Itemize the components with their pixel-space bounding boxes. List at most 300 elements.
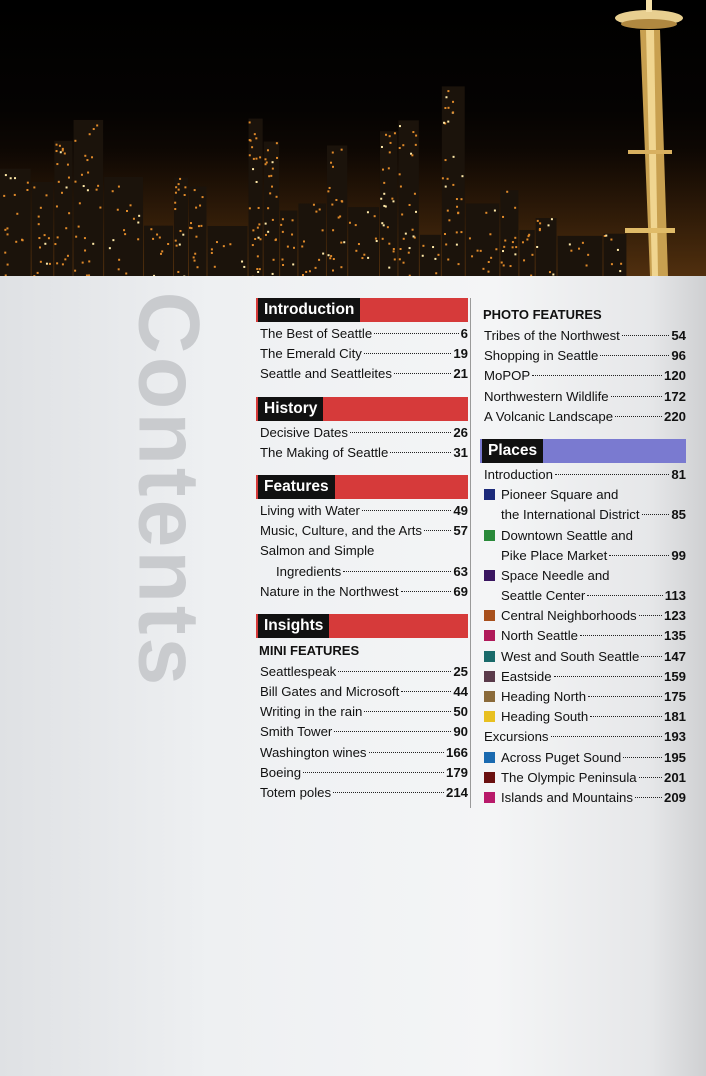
- window-light: [330, 162, 332, 164]
- toc-entry-title: the International District: [501, 507, 640, 523]
- window-light: [4, 252, 6, 254]
- toc-entry[interactable]: [480, 546, 686, 566]
- window-light: [138, 215, 140, 217]
- window-light: [174, 202, 176, 204]
- window-light: [389, 135, 391, 137]
- window-light: [60, 151, 62, 153]
- toc-entry[interactable]: [480, 788, 686, 808]
- window-light: [267, 207, 269, 209]
- window-light: [437, 254, 439, 256]
- toc-page-number: 96: [671, 348, 686, 364]
- toc-entry[interactable]: [256, 501, 468, 521]
- window-light: [445, 96, 447, 98]
- dot-leader: [622, 335, 669, 336]
- window-light: [610, 239, 612, 241]
- window-light: [578, 248, 580, 250]
- building-silhouette: [519, 230, 534, 276]
- toc-page-number: 195: [663, 749, 686, 765]
- toc-entry-title: Across Puget Sound: [501, 749, 622, 765]
- window-light: [414, 193, 416, 195]
- window-light: [39, 246, 41, 248]
- toc-page-number: 193: [663, 729, 686, 745]
- window-light: [487, 271, 489, 273]
- dot-leader: [362, 510, 451, 511]
- window-light: [292, 263, 294, 265]
- toc-entry[interactable]: [480, 505, 686, 525]
- window-light: [456, 231, 458, 233]
- window-light: [458, 263, 460, 265]
- window-light: [124, 233, 126, 235]
- toc-entry[interactable]: [480, 566, 686, 586]
- window-light: [259, 238, 261, 240]
- window-light: [175, 240, 177, 242]
- window-light: [383, 205, 385, 207]
- window-light: [74, 270, 76, 272]
- window-light: [502, 250, 504, 252]
- toc-page-number: 181: [663, 709, 686, 725]
- toc-entry[interactable]: [256, 763, 468, 783]
- window-light: [332, 166, 334, 168]
- window-light: [494, 210, 496, 212]
- toc-entry[interactable]: [480, 586, 686, 606]
- dot-leader: [333, 792, 444, 793]
- window-light: [7, 233, 9, 235]
- toc-entry[interactable]: [256, 662, 468, 682]
- window-light: [330, 255, 332, 257]
- window-light: [272, 161, 274, 163]
- window-light: [175, 192, 177, 194]
- window-light: [340, 242, 342, 244]
- window-light: [488, 261, 490, 263]
- window-light: [276, 142, 278, 144]
- dot-leader: [580, 635, 662, 636]
- window-light: [276, 157, 278, 159]
- window-light: [257, 271, 259, 273]
- toc-page-number: 214: [445, 785, 468, 800]
- toc-entry[interactable]: [256, 722, 468, 742]
- window-light: [137, 222, 139, 224]
- window-light: [57, 236, 59, 238]
- window-light: [93, 128, 95, 130]
- window-light: [241, 261, 243, 263]
- toc-entry-title: Decisive Dates: [260, 424, 348, 440]
- toc-entry-title: A Volcanic Landscape: [484, 408, 614, 424]
- building-silhouette: [348, 207, 379, 276]
- window-light: [252, 244, 254, 246]
- window-light: [156, 234, 158, 236]
- window-light: [582, 242, 584, 244]
- window-light: [383, 182, 385, 184]
- window-light: [258, 207, 260, 209]
- window-light: [586, 264, 588, 266]
- window-light: [65, 227, 67, 229]
- window-light: [175, 186, 177, 188]
- window-light: [358, 243, 360, 245]
- window-light: [385, 134, 387, 136]
- window-light: [83, 185, 85, 187]
- window-light: [469, 237, 471, 239]
- dot-leader: [611, 396, 662, 397]
- section-color-icon: [484, 489, 495, 500]
- window-light: [355, 224, 357, 226]
- section-heading-label: Places: [482, 439, 543, 463]
- window-light: [495, 248, 497, 250]
- window-light: [319, 208, 321, 210]
- window-light: [333, 258, 335, 260]
- window-light: [489, 233, 491, 235]
- window-light: [89, 133, 91, 135]
- building-silhouette: [189, 186, 206, 276]
- window-light: [445, 159, 447, 161]
- window-light: [399, 173, 401, 175]
- window-light: [282, 218, 284, 220]
- window-light: [130, 204, 132, 206]
- toc-entry-title: Music, Culture, and the Arts: [260, 523, 422, 539]
- toc-entry[interactable]: [256, 702, 468, 722]
- window-light: [522, 241, 524, 243]
- window-light: [452, 184, 454, 186]
- toc-entry[interactable]: [480, 748, 686, 768]
- toc-page-number: 21: [453, 366, 468, 382]
- window-light: [68, 177, 70, 179]
- window-light: [322, 229, 324, 231]
- window-light: [512, 241, 514, 243]
- window-light: [501, 262, 503, 264]
- window-light: [383, 193, 385, 195]
- window-light: [27, 182, 29, 184]
- window-light: [363, 254, 365, 256]
- dot-leader: [641, 656, 662, 657]
- building-silhouette: [558, 236, 603, 276]
- window-light: [54, 243, 56, 245]
- window-light: [38, 216, 40, 218]
- toc-page-number: 135: [663, 628, 686, 644]
- window-light: [59, 145, 61, 147]
- toc-entry[interactable]: [256, 443, 468, 463]
- window-light: [309, 270, 311, 272]
- window-light: [434, 258, 436, 260]
- window-light: [569, 243, 571, 245]
- window-light: [214, 266, 216, 268]
- window-light: [413, 235, 415, 237]
- window-light: [49, 263, 51, 265]
- window-light: [411, 154, 413, 156]
- window-light: [26, 189, 28, 191]
- toc-entry[interactable]: [256, 364, 468, 384]
- window-light: [432, 246, 434, 248]
- toc-entry-title: Smith Tower: [260, 724, 333, 740]
- window-light: [258, 237, 260, 239]
- toc-page-number: 113: [664, 588, 686, 604]
- toc-entry[interactable]: [480, 727, 686, 747]
- toc-entry-title: The Making of Seattle: [260, 444, 389, 460]
- toc-page-number: 209: [663, 789, 686, 805]
- window-light: [87, 172, 89, 174]
- window-light: [267, 149, 269, 151]
- window-light: [82, 262, 84, 264]
- toc-entry[interactable]: [256, 521, 468, 541]
- dot-leader: [642, 514, 670, 515]
- dot-leader: [390, 452, 451, 453]
- window-light: [620, 263, 622, 265]
- window-light: [514, 253, 516, 255]
- toc-entry[interactable]: [256, 743, 468, 763]
- window-light: [453, 156, 455, 158]
- section-heading-label: History: [258, 397, 323, 421]
- window-light: [389, 151, 391, 153]
- toc-entry-title: Seattlespeak: [260, 663, 337, 679]
- window-light: [249, 121, 251, 123]
- window-light: [194, 253, 196, 255]
- window-light: [269, 192, 271, 194]
- window-light: [211, 252, 213, 254]
- window-light: [570, 250, 572, 252]
- window-light: [390, 142, 392, 144]
- window-light: [223, 245, 225, 247]
- window-light: [249, 207, 251, 209]
- window-light: [152, 238, 154, 240]
- window-light: [280, 224, 282, 226]
- building-silhouette: [466, 203, 500, 276]
- toc-entry-title: Boeing: [260, 764, 302, 780]
- toc-entry-title: Seattle Center: [501, 588, 586, 604]
- window-light: [482, 268, 484, 270]
- toc-entry[interactable]: [480, 606, 686, 626]
- toc-entry[interactable]: [256, 344, 468, 364]
- window-light: [184, 194, 186, 196]
- window-light: [382, 238, 384, 240]
- section-color-icon: [484, 752, 495, 763]
- window-light: [448, 219, 450, 221]
- toc-entry[interactable]: [480, 647, 686, 667]
- window-light: [243, 266, 245, 268]
- window-light: [448, 107, 450, 109]
- building-silhouette: [208, 226, 248, 276]
- dot-leader: [532, 375, 662, 376]
- toc-page-number: 50: [453, 704, 468, 720]
- window-light: [87, 189, 89, 191]
- section-heading-label: Insights: [258, 614, 329, 638]
- toc-entry[interactable]: [256, 541, 468, 561]
- window-light: [447, 90, 449, 92]
- toc-entry[interactable]: [480, 407, 686, 427]
- window-light: [341, 201, 343, 203]
- window-light: [422, 255, 424, 257]
- dot-leader: [394, 373, 451, 374]
- window-light: [249, 154, 251, 156]
- window-light: [258, 223, 260, 225]
- window-light: [10, 177, 12, 179]
- toc-page-number: 44: [453, 684, 468, 700]
- dot-leader: [588, 696, 662, 697]
- toc-entry[interactable]: [480, 326, 686, 346]
- window-light: [265, 163, 267, 165]
- toc-entry[interactable]: [256, 682, 468, 702]
- window-light: [257, 227, 259, 229]
- window-light: [275, 239, 277, 241]
- toc-entry[interactable]: [480, 485, 686, 505]
- window-light: [549, 271, 551, 273]
- toc-entry[interactable]: [480, 768, 686, 788]
- section-color-icon: [484, 651, 495, 662]
- window-light: [126, 210, 128, 212]
- window-light: [401, 213, 403, 215]
- window-light: [506, 191, 508, 193]
- toc-page-number: 63: [453, 563, 468, 579]
- toc-entry[interactable]: [480, 366, 686, 386]
- window-light: [329, 257, 331, 259]
- window-light: [193, 256, 195, 258]
- toc-entry-title: Nature in the Northwest: [260, 583, 399, 599]
- window-light: [617, 249, 619, 251]
- subheading: MINI FEATURES: [259, 642, 360, 658]
- window-light: [605, 235, 607, 237]
- dot-leader: [303, 772, 444, 773]
- window-light: [447, 210, 449, 212]
- window-light: [84, 237, 86, 239]
- dot-leader: [555, 474, 669, 475]
- window-light: [376, 240, 378, 242]
- window-light: [197, 266, 199, 268]
- window-light: [200, 225, 202, 227]
- window-light: [457, 212, 459, 214]
- window-light: [133, 218, 135, 220]
- toc-entry[interactable]: [256, 423, 468, 443]
- window-light: [322, 253, 324, 255]
- window-light: [515, 246, 517, 248]
- window-light: [255, 158, 257, 160]
- window-light: [456, 198, 458, 200]
- window-light: [56, 205, 58, 207]
- toc-entry[interactable]: [256, 582, 468, 602]
- window-light: [268, 175, 270, 177]
- window-light: [272, 273, 274, 275]
- window-light: [79, 202, 81, 204]
- dot-leader: [343, 571, 451, 572]
- window-light: [96, 189, 98, 191]
- window-light: [399, 258, 401, 260]
- building-silhouette: [104, 177, 143, 276]
- window-light: [461, 198, 463, 200]
- window-light: [528, 234, 530, 236]
- window-light: [523, 259, 525, 261]
- toc-entry[interactable]: [480, 526, 686, 546]
- window-light: [195, 236, 197, 238]
- window-light: [259, 268, 261, 270]
- window-light: [75, 236, 77, 238]
- section-heading: [256, 298, 468, 322]
- toc-page-number: 31: [453, 444, 468, 460]
- window-light: [313, 204, 315, 206]
- toc-page-number: 166: [445, 744, 468, 760]
- window-light: [340, 266, 342, 268]
- window-light: [272, 168, 274, 170]
- window-light: [447, 121, 449, 123]
- section-heading-label: Features: [258, 475, 335, 499]
- window-light: [503, 264, 505, 266]
- window-light: [619, 270, 621, 272]
- window-light: [387, 226, 389, 228]
- toc-page-number: 159: [663, 668, 686, 684]
- window-light: [375, 238, 377, 240]
- window-light: [254, 133, 256, 135]
- window-light: [502, 216, 504, 218]
- toc-entry[interactable]: [480, 626, 686, 646]
- toc-entry[interactable]: [256, 783, 468, 803]
- window-light: [253, 158, 255, 160]
- window-light: [178, 183, 180, 185]
- toc-entry[interactable]: [256, 324, 468, 344]
- toc-entry[interactable]: [480, 387, 686, 407]
- window-light: [252, 229, 254, 231]
- toc-entry-title: Islands and Mountains: [501, 789, 633, 805]
- window-light: [216, 241, 218, 243]
- toc-entry[interactable]: [480, 667, 686, 687]
- window-light: [252, 168, 254, 170]
- window-light: [503, 246, 505, 248]
- window-light: [58, 181, 60, 183]
- window-light: [137, 238, 139, 240]
- window-light: [251, 146, 253, 148]
- toc-entry[interactable]: [480, 346, 686, 366]
- column-divider: [470, 298, 471, 808]
- toc-page-number: 69: [453, 583, 468, 599]
- window-light: [374, 215, 376, 217]
- toc-entry[interactable]: [480, 707, 686, 727]
- window-light: [56, 262, 58, 264]
- window-light: [78, 226, 80, 228]
- window-light: [510, 265, 512, 267]
- window-light: [328, 254, 330, 256]
- window-light: [67, 255, 69, 257]
- building-silhouette: [536, 218, 557, 276]
- window-light: [178, 189, 180, 191]
- toc-entry-title: Pioneer Square and: [501, 487, 619, 503]
- dot-leader: [424, 530, 451, 531]
- window-light: [96, 124, 98, 126]
- window-light: [381, 222, 383, 224]
- window-light: [255, 137, 257, 139]
- toc-entry-title: Heading North: [501, 689, 587, 704]
- building-silhouette: [54, 141, 72, 276]
- window-light: [480, 250, 482, 252]
- section-color-icon: [484, 792, 495, 803]
- window-light: [123, 229, 125, 231]
- dot-leader: [369, 752, 444, 753]
- window-light: [179, 230, 181, 232]
- window-light: [199, 205, 201, 207]
- window-light: [485, 212, 487, 214]
- toc-entry[interactable]: [256, 562, 468, 582]
- toc-page-number: 85: [671, 507, 686, 523]
- window-light: [15, 241, 17, 243]
- toc-entry-title: Ingredients: [276, 563, 342, 579]
- window-light: [194, 260, 196, 262]
- window-light: [267, 231, 269, 233]
- toc-entry[interactable]: [480, 687, 686, 707]
- toc-page-number: 25: [453, 663, 468, 679]
- toc-entry-title: Salmon and Simple: [260, 543, 375, 559]
- window-light: [403, 262, 405, 264]
- toc-page-number: 147: [663, 648, 686, 664]
- window-light: [109, 247, 111, 249]
- window-light: [415, 211, 417, 213]
- window-light: [512, 246, 514, 248]
- toc-entry-title: Central Neighborhoods: [501, 608, 637, 624]
- building-silhouette: [249, 119, 263, 276]
- toc-entry[interactable]: [480, 465, 686, 485]
- toc-page-number: 120: [663, 368, 686, 384]
